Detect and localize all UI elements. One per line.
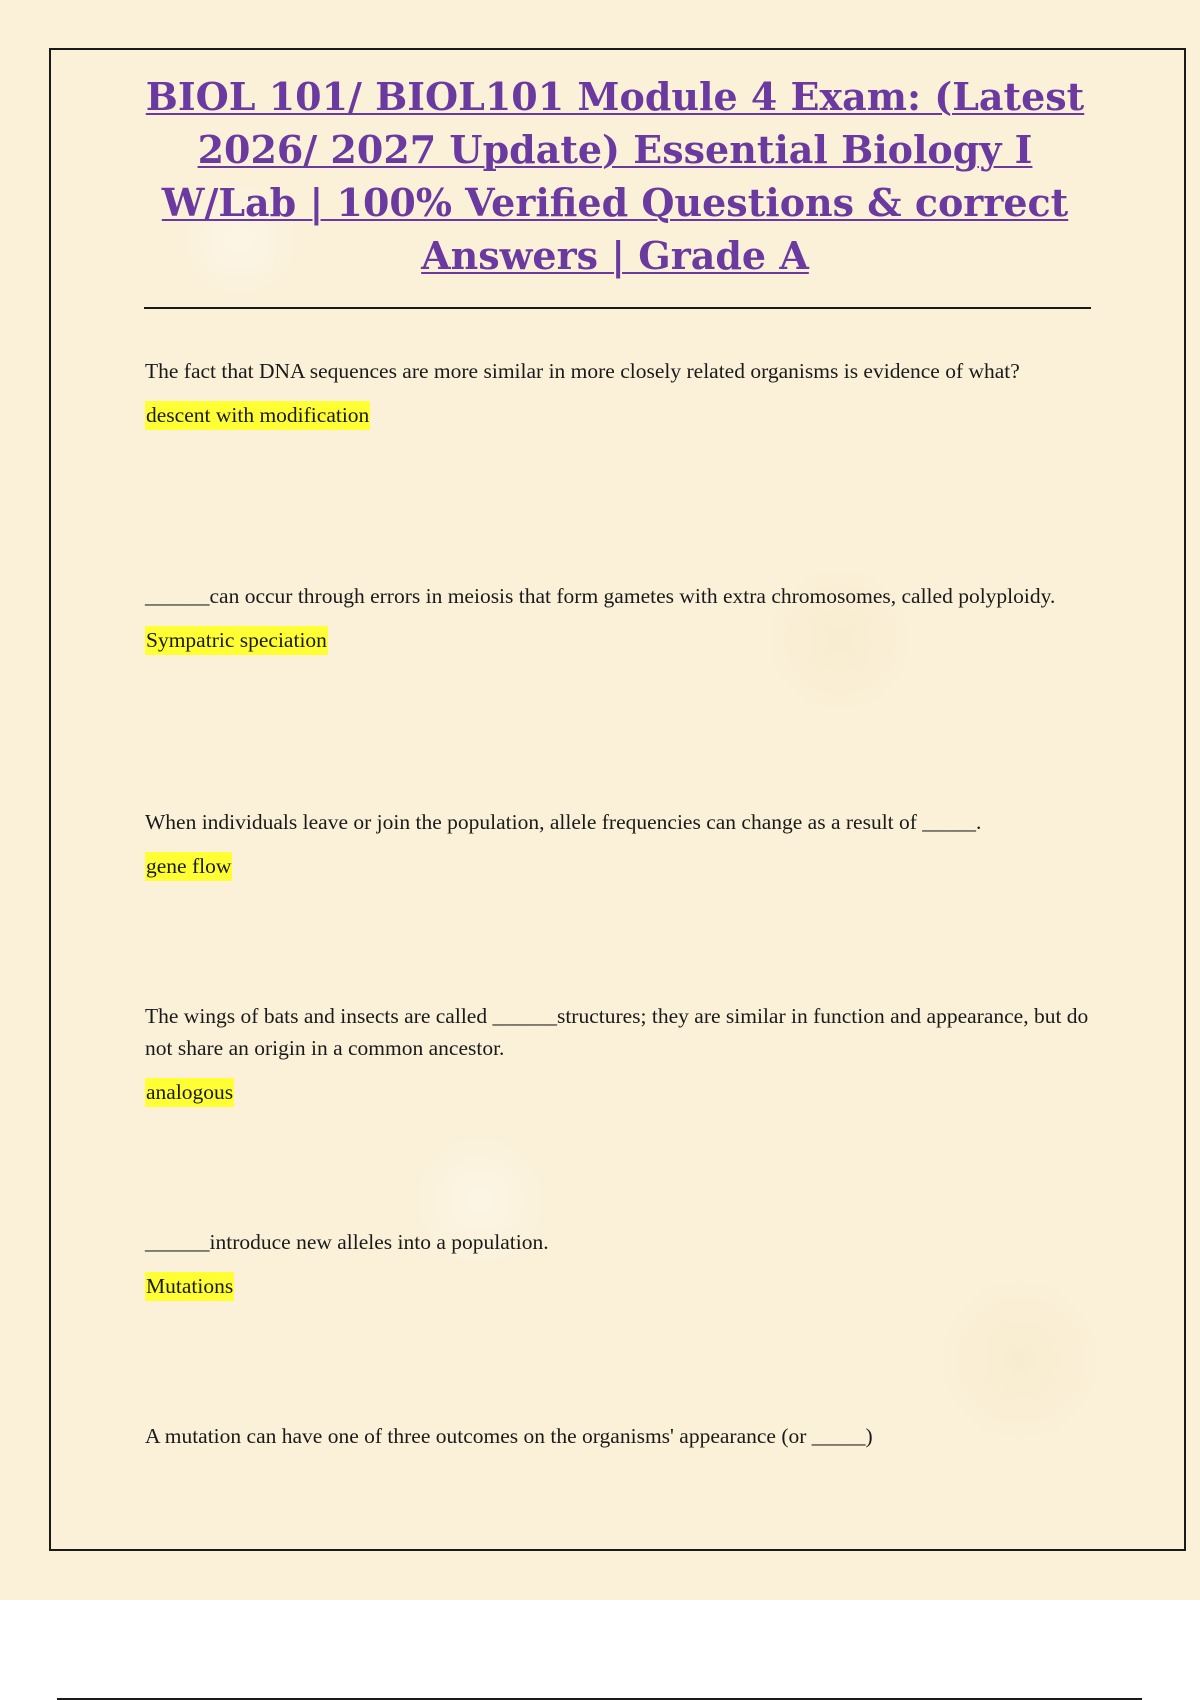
question-text: The fact that DNA sequences are more similar in more closely related organisms is evidence of what? <box>145 359 1020 383</box>
qa-item <box>145 580 1095 655</box>
qa-item <box>145 1000 1095 1107</box>
answer-highlight: Mutations <box>145 1272 234 1301</box>
question-text: When individuals leave or join the population, allele frequencies can change as a result of _____. <box>145 810 982 834</box>
qa-item <box>145 355 1095 430</box>
answer-highlight: Sympatric speciation <box>145 626 328 655</box>
answer-highlight: analogous <box>145 1078 234 1107</box>
qa-item <box>145 1226 1095 1301</box>
answer-highlight: gene flow <box>145 852 232 881</box>
document-title: BIOL 101/ BIOL101 Module 4 Exam: (Latest 2026/ 2027 Update) Essential Biology I W/Lab | 100% Verified Questions & correct Answers | Grade A <box>145 74 1085 278</box>
qa-item <box>145 1420 1095 1452</box>
qa-item <box>145 806 1095 881</box>
question-text: ______introduce new alleles into a population. <box>145 1230 549 1254</box>
question-text: A mutation can have one of three outcomes on the organisms' appearance (or _____) <box>145 1424 873 1448</box>
answer-highlight: descent with modification <box>145 401 370 430</box>
title-divider <box>144 307 1091 309</box>
question-text: ______can occur through errors in meiosis that form gametes with extra chromosomes, called polyploidy. <box>145 584 1056 608</box>
question-text: The wings of bats and insects are called ______structures; they are similar in function and appearance, but do not share an origin in a common ancestor. <box>145 1004 1089 1060</box>
